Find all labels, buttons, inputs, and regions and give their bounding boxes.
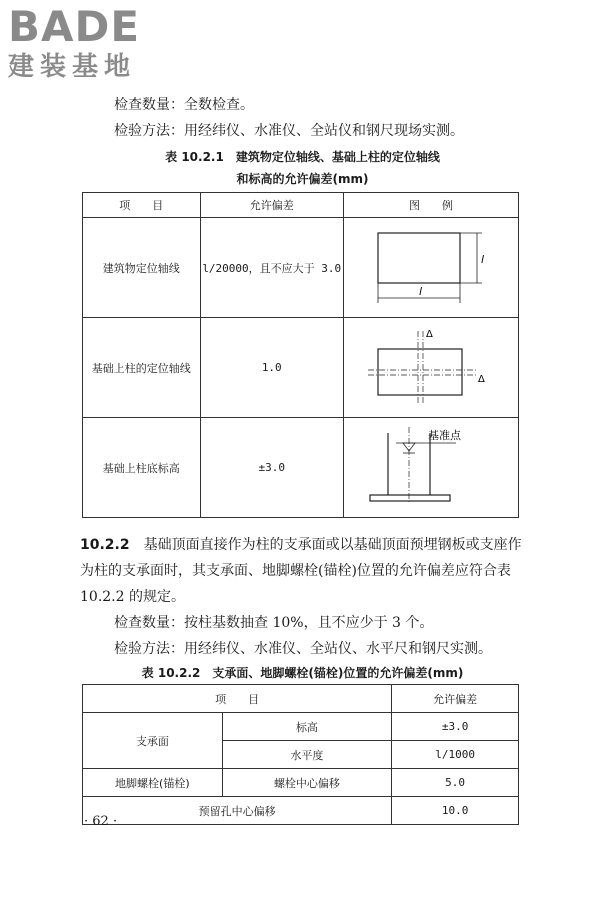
page-number: · 62 ·: [84, 814, 118, 829]
section-number: 10.2.2: [80, 537, 130, 553]
table-row: [83, 713, 519, 741]
table1-header-tolerance: 允许偏差: [200, 193, 344, 218]
table1-caption-line2: 和标高的允许偏差(mm): [236, 172, 369, 186]
table1-header-item: 项 目: [83, 193, 201, 218]
table2-caption: 表 10.2.2 支承面、地脚螺栓(锚栓)位置的允许偏差(mm): [141, 666, 464, 680]
table2-hole-offset: 预留孔中心偏移: [83, 797, 392, 825]
table-10-2-1: [82, 192, 519, 518]
table-row: [83, 797, 519, 825]
table2-hole-offset-tol: 10.0: [392, 797, 519, 825]
section-text: 基础顶面直接作为柱的支承面或以基础顶面预埋钢板或支座作为柱的支承面时，其支承面、地脚螺栓(锚栓)位置的允许偏差应符合表 10.2.2 的规定。: [80, 537, 522, 605]
table2-header-item: 项 目: [83, 685, 392, 713]
column-base-elevation-diagram: [346, 419, 516, 513]
table1-caption-line1: 表 10.2.1 建筑物定位轴线、基础上柱的定位轴线: [165, 150, 440, 164]
fig-label-l-horizontal: l: [419, 285, 423, 298]
table1-header-figure: 图 例: [344, 193, 519, 218]
fig-label-l-vertical: l: [481, 253, 485, 266]
table2-elevation: 标高: [222, 713, 392, 741]
check-quantity-1: 检查数量：全数检查。: [114, 97, 254, 113]
check-quantity-2: 检查数量：按柱基数抽查 10%，且不应少于 3 个。: [114, 615, 434, 631]
section-10-2-2: [80, 532, 525, 610]
table1-row3-tolerance: ±3.0: [200, 418, 344, 518]
table2-support-surface: 支承面: [83, 713, 223, 769]
table-row: [83, 418, 519, 518]
table2-anchor-bolt: 地脚螺栓(锚栓): [83, 769, 223, 797]
table2-bolt-center: 螺栓中心偏移: [222, 769, 392, 797]
table2-header-tolerance: 允许偏差: [392, 685, 519, 713]
table1-row3-item: 基础上柱底标高: [83, 418, 201, 518]
table1-row2-tolerance: 1.0: [200, 318, 344, 418]
column-axis-diagram: [346, 319, 516, 413]
table2-elevation-tol: ±3.0: [392, 713, 519, 741]
axis-rectangle-diagram: [346, 219, 516, 313]
table-10-2-2: [82, 684, 519, 825]
table-row: [83, 318, 519, 418]
table2-bolt-center-tol: 5.0: [392, 769, 519, 797]
fig-label-datum: 基准点: [428, 429, 461, 442]
logo-main-text: BADE: [8, 2, 141, 51]
table1-row1-tolerance: l/20000，且不应大于 3.0: [200, 218, 344, 318]
table2-levelness: 水平度: [222, 741, 392, 769]
table1-row1-figure: [344, 218, 519, 318]
check-method-2: 检验方法：用经纬仪、水准仪、全站仪、水平尺和钢尺实测。: [114, 641, 492, 657]
table-row: [83, 218, 519, 318]
table1-row1-item: 建筑物定位轴线: [83, 218, 201, 318]
table1-row2-figure: [344, 318, 519, 418]
logo: [8, 4, 178, 82]
logo-sub-text: 建装基地: [8, 52, 137, 82]
table1-row3-figure: [344, 418, 519, 518]
table1-row2-item: 基础上柱的定位轴线: [83, 318, 201, 418]
table2-levelness-tol: l/1000: [392, 741, 519, 769]
fig-label-delta-top: Δ: [426, 329, 433, 340]
table-row: [83, 769, 519, 797]
fig-label-delta-side: Δ: [478, 374, 485, 385]
check-method-1: 检验方法：用经纬仪、水准仪、全站仪和钢尺现场实测。: [114, 123, 464, 139]
